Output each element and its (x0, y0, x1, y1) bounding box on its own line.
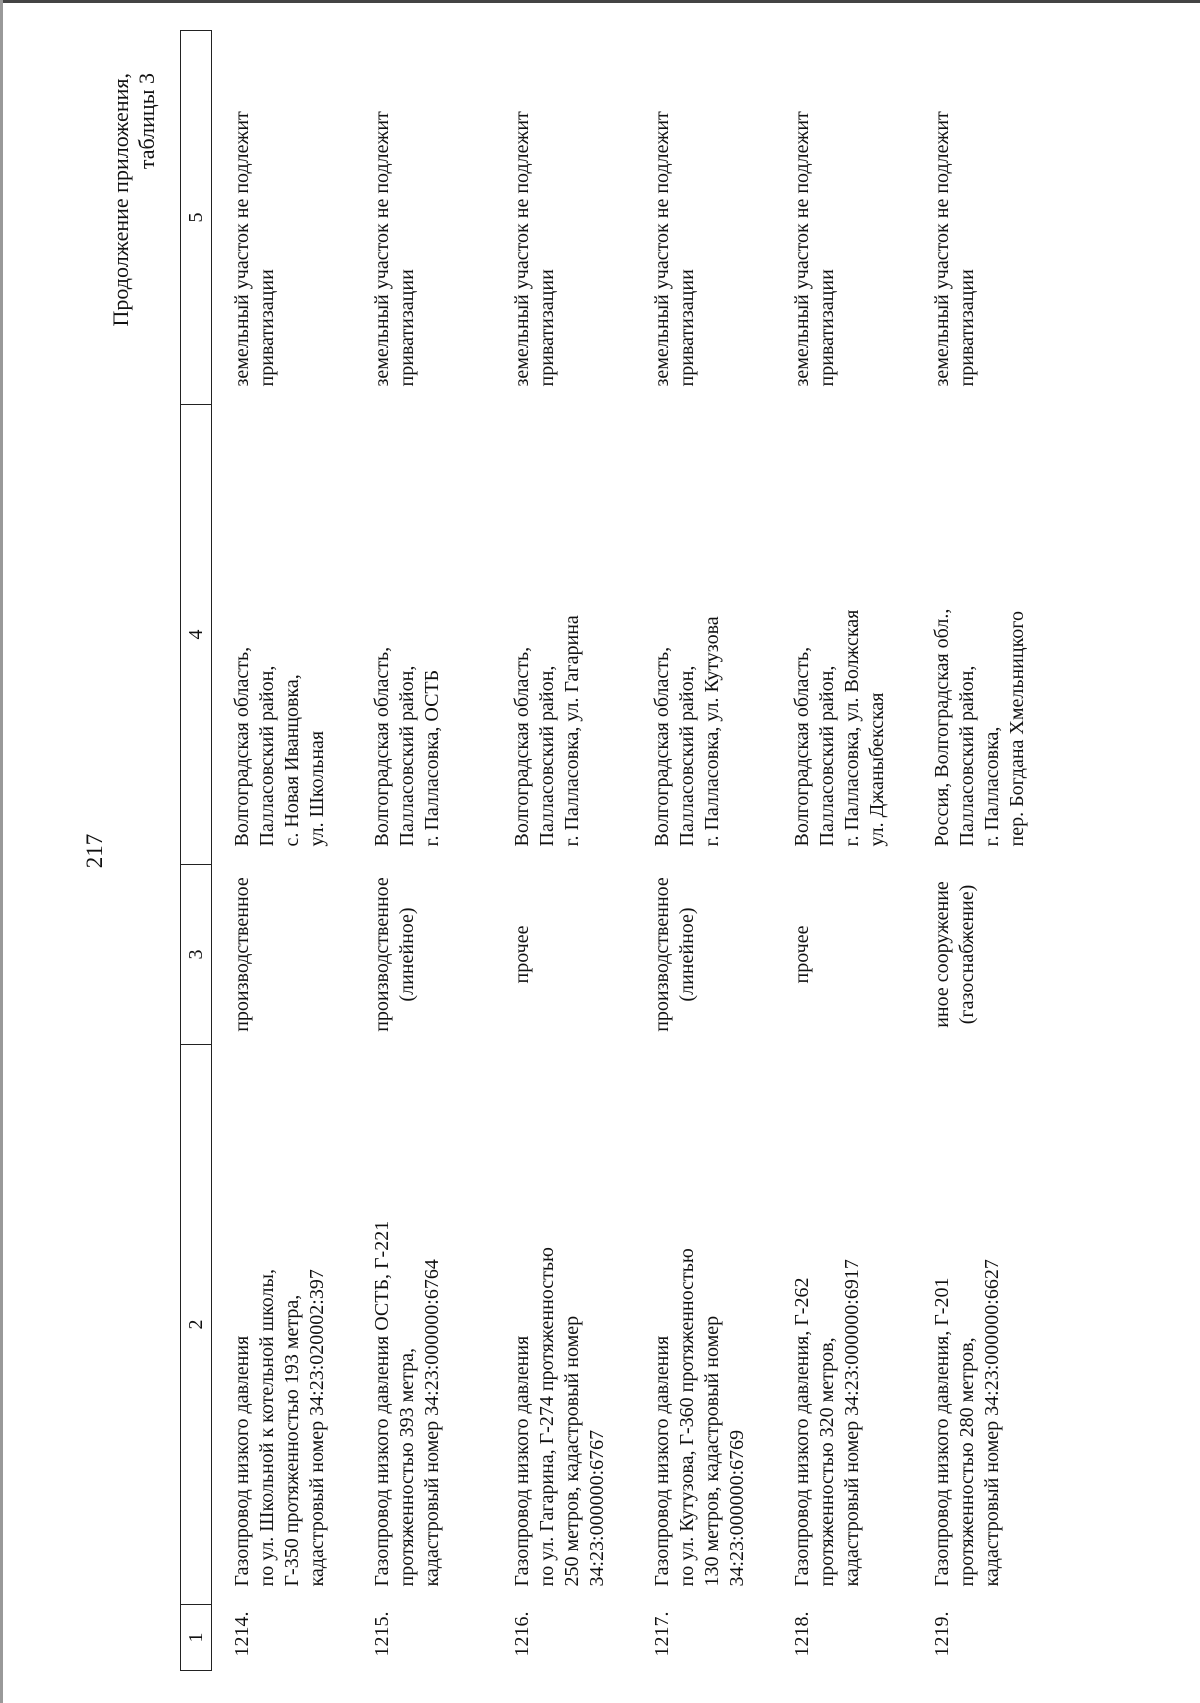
table-row (772, 31, 912, 1671)
object-name: Газопровод низкого давления по ул. Кутузова, Г-360 протяженностью 130 метров, кадастровый номер 34:23:000000:6769 (651, 1248, 748, 1587)
object-name: Газопровод низкого давления по ул. Школьной к котельной школы, Г-350 протяженностью 193 метра, кадастровый номер 34:23:020002:397 (231, 1269, 328, 1587)
object-purpose: иное сооружение (газоснабжение) (931, 881, 978, 1028)
table-row (352, 31, 492, 1671)
column-header-1: 1 (181, 1605, 212, 1671)
object-address: Волгоградская область, Палласовский район, г. Палласовка, ОСТБ (371, 646, 443, 847)
object-purpose: прочее (511, 925, 533, 984)
row-number: 1215. (371, 1611, 393, 1657)
object-address: Волгоградская область, Палласовский район, г. Палласовка, ул. Гагарина (511, 615, 583, 847)
land-note: земельный участок не подлежит приватизации (651, 111, 698, 387)
column-header-5: 5 (181, 31, 212, 405)
object-name: Газопровод низкого давления ОСТБ, Г-221 протяженностью 393 метра, кадастровый номер 34:23:000000:6764 (371, 1220, 443, 1587)
row-number: 1219. (931, 1611, 953, 1657)
object-address: Россия, Волгоградская обл., Палласовский район, г. Палласовка, пер. Богдана Хмельницкого (931, 608, 1028, 847)
column-number-row (181, 31, 212, 1671)
column-header-4: 4 (181, 405, 212, 865)
object-purpose: производственное (линейное) (651, 877, 698, 1032)
object-name: Газопровод низкого давления, Г-262 протяженностью 320 метров, кадастровый номер 34:23:000000:6917 (791, 1259, 863, 1587)
page-number: 217 (82, 833, 107, 869)
row-number: 1214. (231, 1611, 253, 1657)
object-address: Волгоградская область, Палласовский район, г. Палласовка, ул. Волжская ул. Джаныбекская (791, 609, 888, 847)
object-address: Волгоградская область, Палласовский район, с. Новая Иванцовка, ул. Школьная (231, 646, 328, 847)
object-name: Газопровод низкого давления по ул. Гагарина, Г-274 протяженностью 250 метров, кадастровый номер 34:23:000000:6767 (511, 1247, 608, 1587)
table-row (912, 31, 1052, 1671)
table-row (632, 31, 772, 1671)
object-address: Волгоградская область, Палласовский район, г. Палласовка, ул. Кутузова (651, 616, 723, 847)
table-row (492, 31, 632, 1671)
column-header-2: 2 (181, 1045, 212, 1605)
land-note: земельный участок не подлежит приватизации (231, 111, 278, 387)
object-purpose: производственное (линейное) (371, 877, 418, 1032)
table-row (212, 31, 353, 1671)
land-note: земельный участок не подлежит приватизации (791, 111, 838, 387)
table-continuation-note: Продолжение приложения, таблицы 3 (108, 73, 159, 327)
object-purpose: прочее (791, 925, 813, 984)
object-name: Газопровод низкого давления, Г-201 протяженностью 280 метров, кадастровый номер 34:23:000000:6627 (931, 1259, 1003, 1587)
column-header-3: 3 (181, 865, 212, 1045)
property-registry-table (180, 30, 1052, 1671)
object-purpose: производственное (231, 877, 253, 1032)
land-note: земельный участок не подлежит приватизации (931, 111, 978, 387)
row-number: 1217. (651, 1611, 673, 1657)
row-number: 1216. (511, 1611, 533, 1657)
row-number: 1218. (791, 1611, 813, 1657)
land-note: земельный участок не подлежит приватизации (511, 111, 558, 387)
land-note: земельный участок не подлежит приватизации (371, 111, 418, 387)
